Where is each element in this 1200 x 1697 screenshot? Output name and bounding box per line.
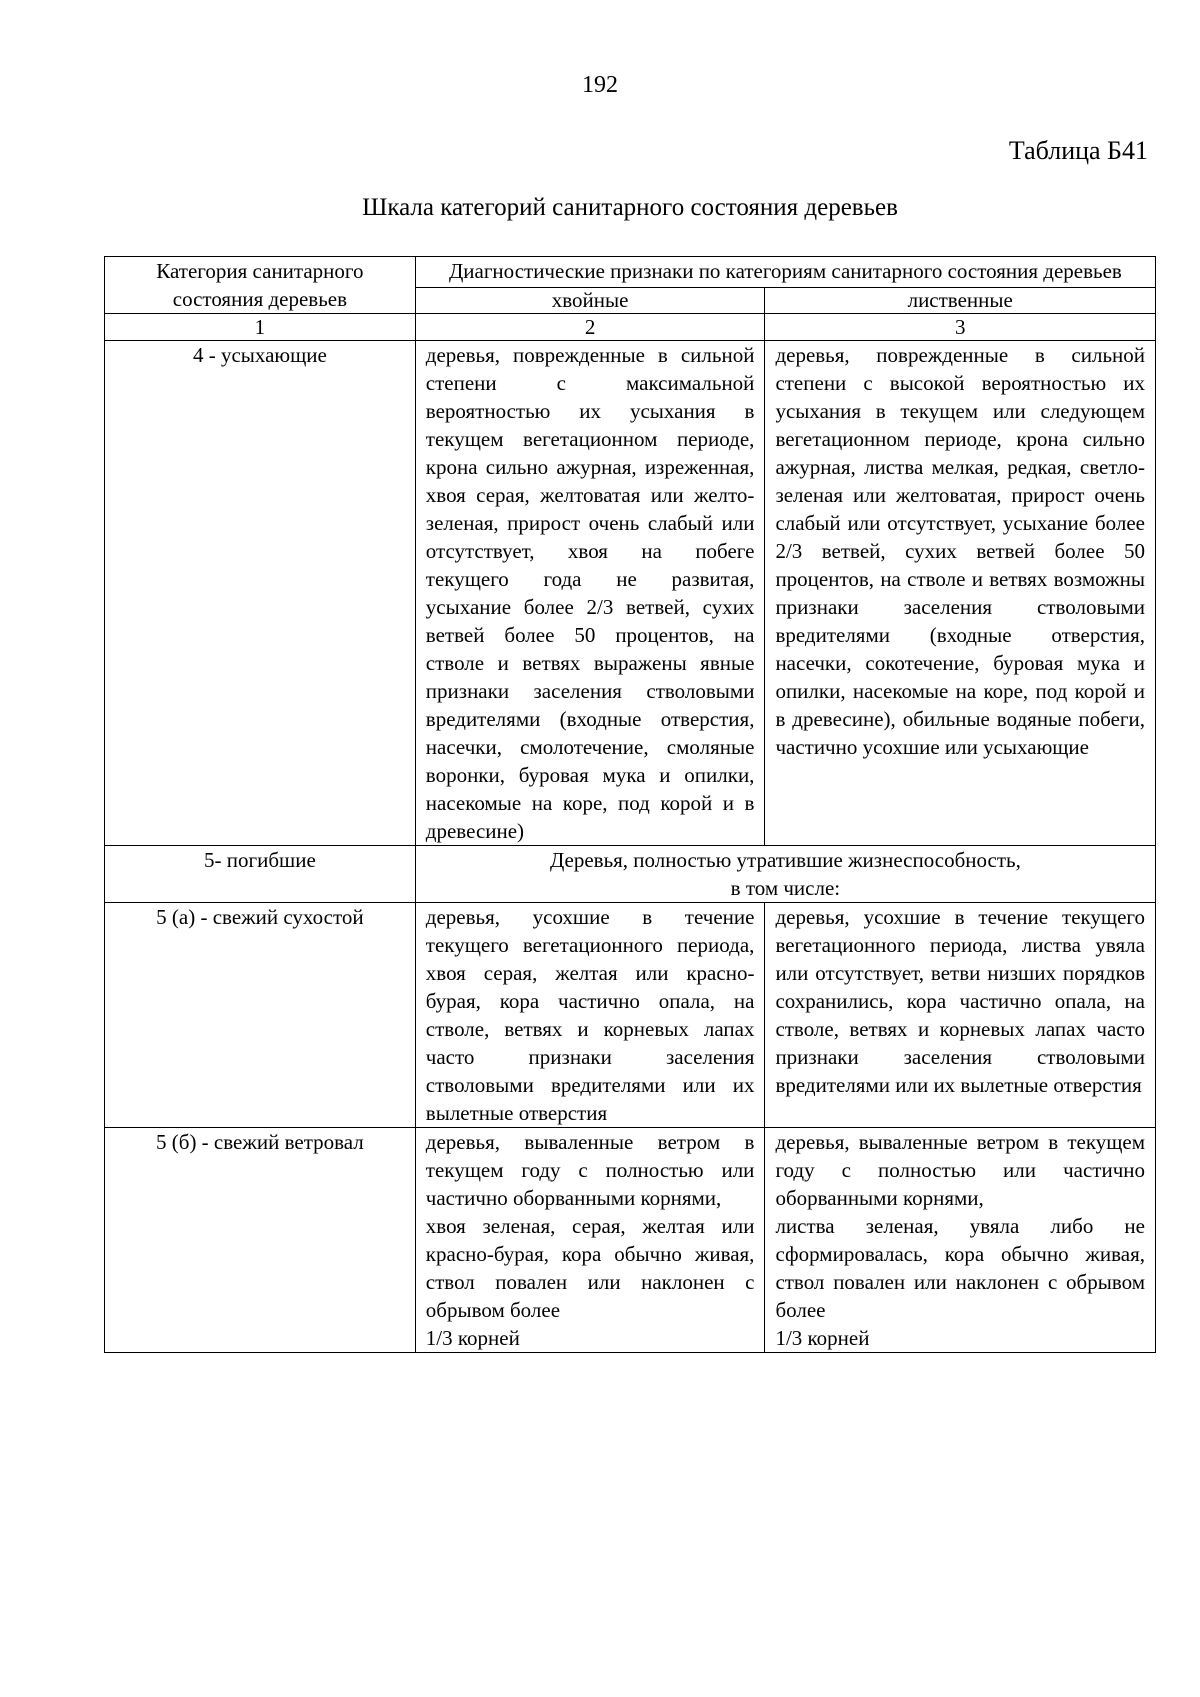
row-category: 5 (б) - свежий ветровал	[105, 1128, 416, 1353]
row-category: 4 - усыхающие	[105, 341, 416, 846]
row-coniferous: деревья, вываленные ветром в текущем году с полностью или частично оборванными корнями, хвоя зеленая, серая, желтая или красно-бурая, кора обычно живая, ствол повален или наклонен с обрывом более 1/3 корней	[415, 1128, 765, 1353]
row-coniferous: деревья, усохшие в течение текущего вегетационного периода, хвоя серая, желтая или красно-бурая, кора частично опала, на стволе, ветвях и корневых лапах часто признаки заселения стволовыми вредителями или их вылетные отверстия	[415, 903, 765, 1128]
table-label: Таблица Б41	[1008, 136, 1148, 165]
row-category: 5 (а) - свежий сухостой	[105, 903, 416, 1128]
row-deciduous: деревья, поврежденные в сильной степени с высокой вероятностью их усыхания в текущем или следующем вегетационном периоде, крона сильно ажурная, листва мелкая, редкая, светло-зеленая или желтоватая, прирост очень слабый или отсутствует, усыхание более 2/3 ветвей, сухих ветвей более 50 процентов, на стволе и ветвях возможны признаки заселения стволовыми вредителями (входные отверстия, насечки, сокотечение, буровая мука и опилки, насекомые на коре, под корой и в древесине), обильные водяные побеги, частично усохшие или усыхающие	[765, 341, 1156, 846]
column-number: 2	[415, 314, 765, 341]
row-category: 5- погибшие	[105, 846, 416, 903]
table-row	[105, 903, 1156, 1128]
row-coniferous: деревья, поврежденные в сильной степени с максимальной вероятностью их усыхания в текущем вегетационном периоде, крона сильно ажурная, изреженная, хвоя серая, желтоватая или желто-зеленая, прирост очень слабый или отсутствует, хвоя на побеге текущего года не развитая, усыхание более 2/3 ветвей, сухих ветвей более 50 процентов, на стволе и ветвях выражены явные признаки заселения стволовыми вредителями (входные отверстия, насечки, смолотечение, смоляные воронки, буровая мука и опилки, насекомые на коре, под корой и в древесине)	[415, 341, 765, 846]
table-row	[105, 341, 1156, 846]
page-number: 192	[582, 72, 618, 98]
column-number: 1	[105, 314, 416, 341]
table-header-row	[105, 257, 1156, 288]
column-number-row	[105, 314, 1156, 341]
header-deciduous: лиственные	[765, 287, 1156, 313]
sanitary-category-table	[104, 256, 1156, 1353]
row-merged-description: Деревья, полностью утратившие жизнеспособность, в том числе:	[415, 846, 1155, 903]
table-title: Шкала категорий санитарного состояния деревьев	[362, 194, 898, 221]
row-deciduous: деревья, вываленные ветром в текущем году с полностью или частично оборванными корнями, листва зеленая, увяла либо не сформировалась, кора обычно живая, ствол повален или наклонен с обрывом более 1/3 корней	[765, 1128, 1156, 1353]
table-row	[105, 1128, 1156, 1353]
header-diagnostic: Диагностические признаки по категориям санитарного состояния деревьев	[415, 257, 1155, 288]
header-category: Категория санитарного состояния деревьев	[105, 257, 416, 314]
column-number: 3	[765, 314, 1156, 341]
table-row	[105, 846, 1156, 903]
header-coniferous: хвойные	[415, 287, 765, 313]
row-deciduous: деревья, усохшие в течение текущего вегетационного периода, листва увяла или отсутствует, ветви низших порядков сохранились, кора частично опала, на стволе, ветвях и корневых лапах часто признаки заселения стволовыми вредителями или их вылетные отверстия	[765, 903, 1156, 1128]
